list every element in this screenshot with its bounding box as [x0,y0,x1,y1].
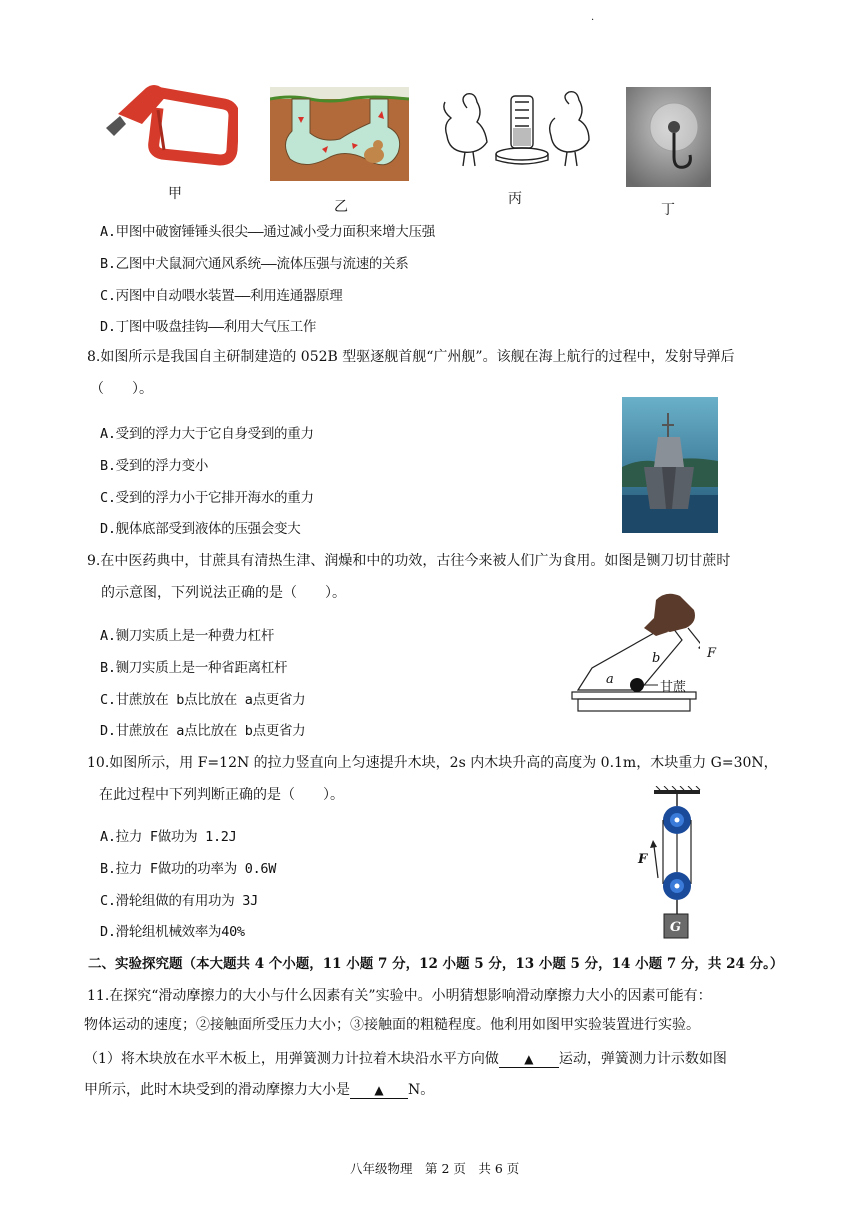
q11-sub1-line1 [84,1048,727,1068]
warship-photo [622,397,718,533]
q10-option-b: B.拉力 F做功的功率为 0.6W [100,861,277,877]
q9-label-b: b [652,651,661,666]
q8-option-c: C.受到的浮力小于它排开海水的重力 [100,490,314,506]
q8-option-a: A.受到的浮力大于它自身受到的重力 [100,426,314,442]
q10-option-a: A.拉力 F做功为 1.2J [100,829,237,845]
guillotine-cutter-diagram [570,588,700,716]
q8-stem-line2: （ ）。 [90,381,153,397]
q11-line1: 11.在探究“滑动摩擦力的大小与什么因素有关”实验中。小明猜想影响滑动摩擦力大小的因素可能有： [87,988,712,1004]
q7-option-b: B.乙图中犬鼠洞穴通风系统——流体压强与流速的关系 [100,256,409,272]
q9-option-a: A.铡刀实质上是一种费力杠杆 [100,628,275,644]
q11-sub1-text3: 甲所示，此时木块受到的滑动摩擦力大小是 [84,1082,350,1098]
q7-option-d: D.丁图中吸盘挂钩——利用大气压工作 [100,319,317,335]
q9-option-c: C.甘蔗放在 b点比放在 a点更省力 [100,692,306,708]
triangle-mark-icon: ▲ [524,1052,534,1066]
triangle-mark-icon: ▲ [374,1083,384,1097]
pulley-system-diagram [644,786,708,942]
q10-label-g: G [670,920,682,935]
q9-option-d: D.甘蔗放在 a点比放在 b点更省力 [100,723,306,739]
q10-stem-line2: 在此过程中下列判断正确的是（ ）。 [99,787,344,803]
q11-blank-1[interactable] [499,1051,559,1068]
hammer-icon [102,80,238,168]
q8-option-d: D.舰体底部受到液体的压强会变大 [100,521,301,537]
q9-stem-line1: 9.在中医药典中，甘蔗具有清热生津、润燥和中的功效，古往今来被人们广为食用。如图是铡刀切甘蔗时 [87,553,731,569]
q11-sub1-text1: （1）将木块放在水平木板上，用弹簧测力计拉着木块沿水平方向做 [84,1051,499,1067]
q10-label-f: F [638,852,648,867]
q7-option-c: C.丙图中自动喂水装置——利用连通器原理 [100,288,343,304]
q11-line2: 物体运动的速度；②接触面所受压力大小；③接触面的粗糙程度。他利用如图甲实验装置进行实验。 [84,1017,700,1033]
figure-caption-bing: 丙 [508,191,522,207]
q9-label-cane: 甘蔗 [660,680,687,695]
q11-sub1-text4: N。 [408,1082,435,1098]
q9-label-f: F [707,646,717,661]
top-mark: . [591,12,595,23]
page-footer: 八年级物理 第 2 页 共 6 页 [350,1161,520,1176]
figure-caption-yi: 乙 [334,199,348,215]
q8-option-b: B.受到的浮力变小 [100,458,209,474]
chicken-feeder-icon [437,88,599,176]
q8-stem-line1: 8.如图所示是我国自主研制建造的 052B 型驱逐舰首舰“广州舰”。该舰在海上航行的过程中，发射导弹后 [87,349,735,365]
section-heading: 二、实验探究题（本大题共 4 个小题，11 小题 7 分，12 小题 5 分，13 小题 5 分，14 小题 7 分，共 24 分。） [88,956,784,972]
q9-option-b: B.铡刀实质上是一种省距离杠杆 [100,660,288,676]
burrow-icon [270,87,409,181]
q11-blank-2[interactable] [350,1082,408,1099]
figure-caption-jia: 甲 [168,186,182,202]
q10-option-c: C.滑轮组做的有用功为 3J [100,893,258,909]
q10-option-d: D.滑轮组机械效率为40% [100,924,245,940]
q11-sub1-text2: 运动，弹簧测力计示数如图 [558,1051,727,1067]
q10-stem-line1: 10.如图所示，用 F=12N 的拉力竖直向上匀速提升木块，2s 内木块升高的高度为 0.1m，木块重力 G=30N， [87,755,778,771]
q11-sub1-line2 [84,1079,434,1099]
suction-hook-icon [626,87,711,187]
q9-label-a: a [606,672,614,687]
q7-option-a: A.甲图中破窗锤锤头很尖——通过减小受力面积来增大压强 [100,224,435,240]
q9-stem-line2: 的示意图，下列说法正确的是（ ）。 [101,585,346,601]
figure-caption-ding: 丁 [661,202,675,218]
